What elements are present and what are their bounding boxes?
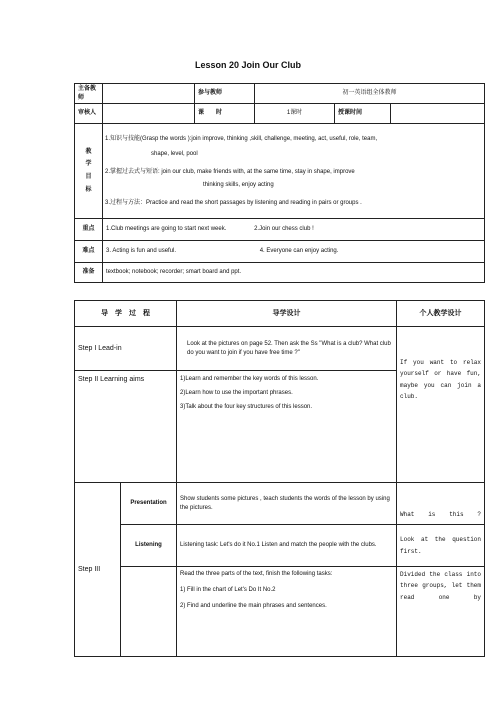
- class-time-value: [391, 104, 485, 124]
- listening-design: Listening task: Let's do it No.1 Listen and match the people with the clubs.: [177, 525, 397, 567]
- presentation-design: Show students some pictures , teach students the words of the lesson by using the pictures.: [177, 483, 397, 525]
- reading-label: [121, 567, 177, 657]
- objective-phrases: 2.掌握过去式与短语: join our club, make friends with, at the same time, stay in shape, improve: [105, 169, 355, 176]
- design-header: 导学设计: [177, 301, 397, 327]
- presentation-personal-text: What is this ?: [400, 510, 481, 518]
- reading-intro: Read the three parts of the text, finish the following tasks:: [180, 571, 333, 577]
- difficult-points: [103, 241, 485, 263]
- key-point-2: 2.Join our chess club !: [254, 226, 314, 233]
- difficult-point-label: 难点: [75, 241, 103, 263]
- learning-aim-item: 2)Learn how to use the important phrases.: [180, 390, 293, 397]
- period-value: 1课时: [255, 104, 335, 124]
- reading-task: 2) Find and underline the main phrases and sentences.: [180, 603, 327, 610]
- objective-knowledge: 1.知识与技能(Grasp the words ):join improve, thinking ,skill, challenge, meeting, act, useful, role, team,: [105, 136, 378, 143]
- class-time-label: 授课时间: [335, 104, 391, 124]
- ref-teacher-value: 初一英语组全体教师: [255, 84, 485, 104]
- document-title: Lesson 20 Join Our Club: [194, 60, 302, 70]
- reading-personal-text: Divided the class into three groups, let them read one by: [400, 571, 481, 601]
- main-teacher-value: [103, 84, 195, 104]
- period-label: 课 时: [195, 104, 255, 124]
- ref-teacher-label: 参与教师: [195, 84, 255, 104]
- process-header: 导 学 过 程: [75, 301, 177, 327]
- listening-label: Listening: [121, 525, 177, 567]
- objective-knowledge-cont: shape, level, pool: [151, 151, 198, 158]
- reading-personal: [397, 567, 485, 657]
- main-teacher-label: 主备教师: [75, 84, 103, 104]
- preparation-label: 准备: [75, 263, 103, 283]
- objectives-label-char: 标: [85, 186, 92, 193]
- reviewer-value: [103, 104, 195, 124]
- personal-header: 个人教学设计: [397, 301, 485, 327]
- objectives-label: [75, 124, 103, 219]
- reviewer-label: 审核人: [75, 104, 103, 124]
- learning-aim-item: 1)Learn and remember the key words of this lesson.: [180, 376, 319, 382]
- listening-personal-text: Look at the question first.: [400, 536, 481, 555]
- key-point-label: 重点: [75, 219, 103, 241]
- reading-design: [177, 567, 397, 657]
- step2-design: [177, 371, 397, 483]
- step3-label: Step III: [75, 483, 121, 657]
- objectives-label-char: 学: [85, 161, 92, 168]
- lesson-info-table: [74, 83, 485, 283]
- presentation-label: Presentation: [121, 483, 177, 525]
- teaching-process-table: [74, 300, 485, 657]
- step1-design-text: Look at the pictures on page 52. Then ask the Ss "What is a club? What club do you want to join if you have free time ?": [187, 341, 391, 356]
- step2-label: Step II Learning aims: [75, 371, 177, 483]
- key-points: [103, 219, 485, 241]
- objectives-content: [103, 124, 485, 219]
- step1-design: [177, 327, 397, 371]
- objectives-label-char: 教: [85, 148, 92, 155]
- key-point-1: 1.Club meetings are going to start next week.: [106, 226, 227, 233]
- objective-phrases-cont: thinking skills, enjoy acting: [203, 181, 274, 188]
- learning-aim-item: 3)Talk about the four key structures of this lesson.: [180, 404, 313, 411]
- personal-design-1: [397, 327, 485, 483]
- difficult-point-1: 3. Acting is fun and useful.: [106, 248, 177, 255]
- listening-personal: [397, 525, 485, 567]
- difficult-point-2: 4. Everyone can enjoy acting.: [259, 248, 339, 255]
- preparation-value: textbook; notebook; recorder; smart board and ppt.: [103, 263, 485, 283]
- objective-process: 3.过程与方法：Practice and read the short passages by listening and reading in pairs or groups .: [105, 199, 362, 206]
- reading-task: 1) Fill in the chart of Let's Do It No.2: [180, 587, 276, 594]
- objectives-label-char: 目: [85, 174, 92, 180]
- personal-design-1-text: If you want to relax yourself or have fun, maybe you can join a club.: [400, 359, 481, 401]
- step1-label: Step I Lead-in: [75, 327, 177, 371]
- presentation-personal: [397, 483, 485, 525]
